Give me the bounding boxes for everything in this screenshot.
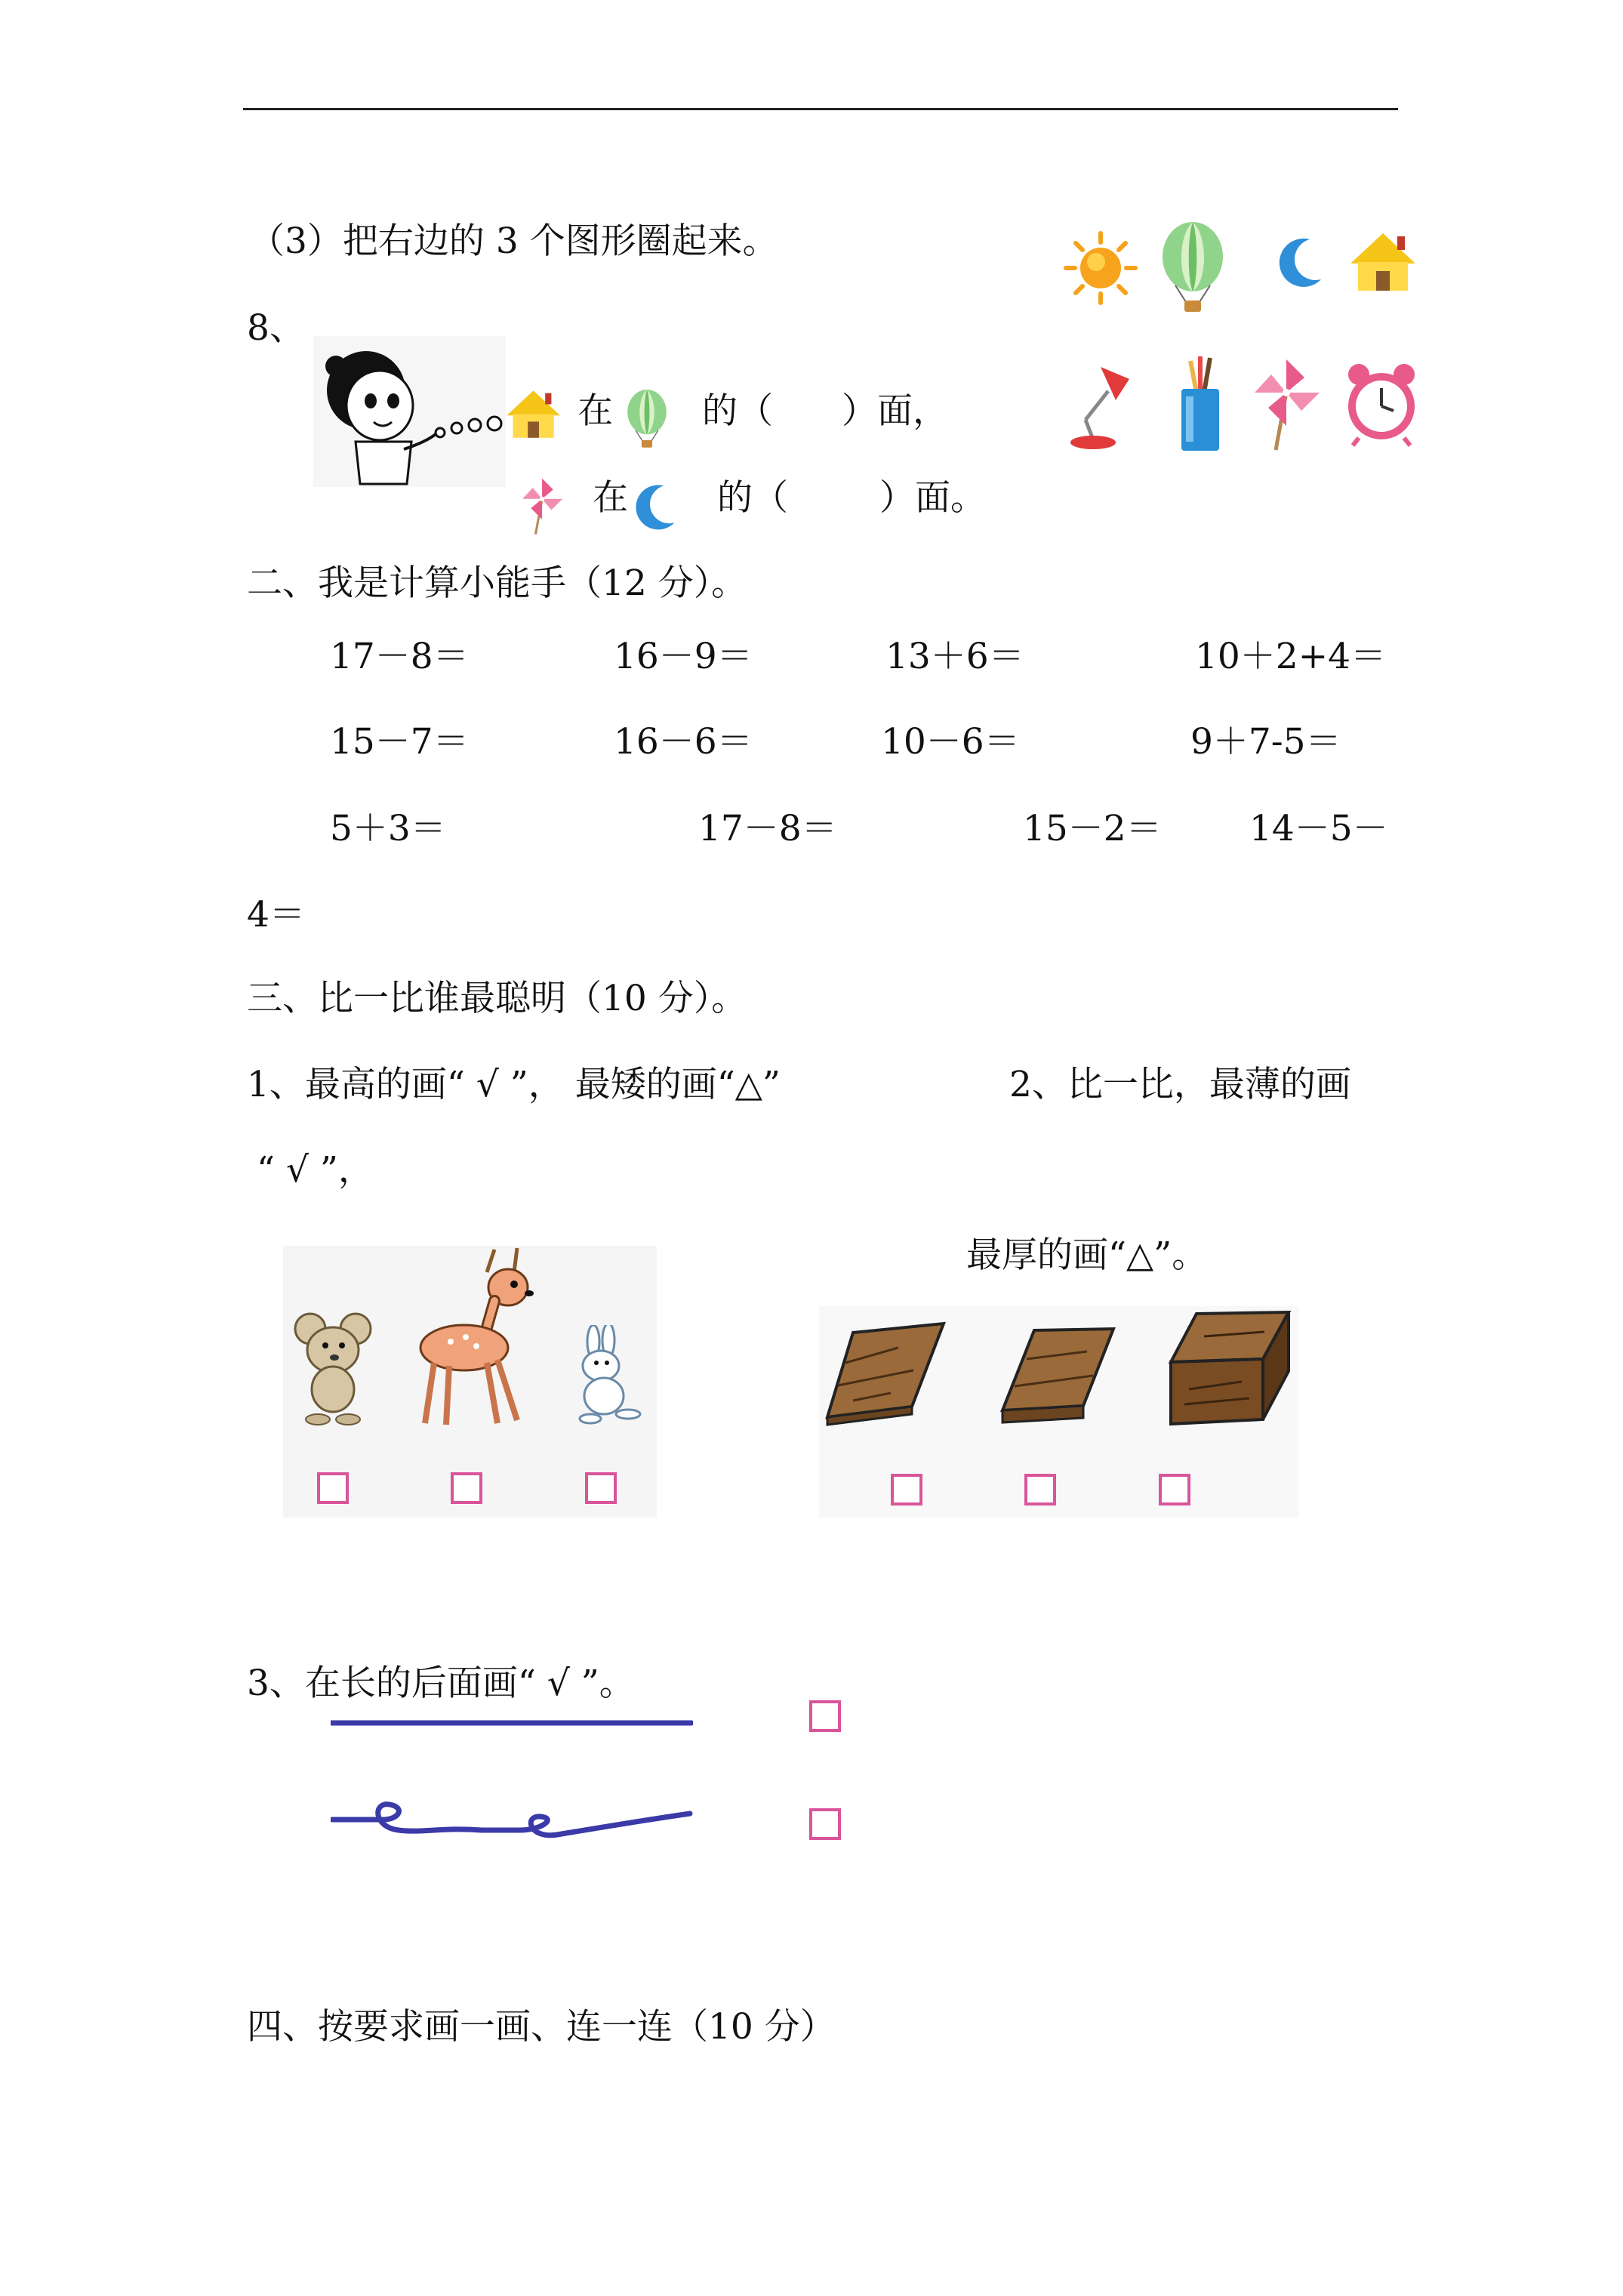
thick-block-icon bbox=[1166, 1306, 1295, 1431]
section3-q2c: 最厚的画“△”。 bbox=[966, 1234, 1208, 1276]
section4-title: 四、按要求画一画、连一连（10 分） bbox=[247, 2006, 836, 2048]
desk-lamp-icon bbox=[1063, 361, 1135, 451]
curly-line bbox=[331, 1797, 693, 1850]
calc-r2-c4: 9＋7-5＝ bbox=[1190, 721, 1341, 763]
straight-line bbox=[331, 1715, 693, 1730]
longer-checkbox-curly[interactable] bbox=[809, 1808, 841, 1840]
medium-block-icon bbox=[996, 1321, 1117, 1427]
calc-r1-c3: 13＋6＝ bbox=[885, 636, 1024, 677]
thinnest-checkbox-1[interactable] bbox=[891, 1474, 922, 1505]
calc-r1-c1: 17－8＝ bbox=[330, 636, 469, 677]
thin-block-icon bbox=[823, 1318, 947, 1427]
calc-r3-c1: 5＋3＝ bbox=[330, 808, 446, 849]
longer-checkbox-straight[interactable] bbox=[809, 1700, 841, 1732]
tallest-checkbox-rabbit[interactable] bbox=[585, 1472, 617, 1504]
calc-r3-c2: 17－8＝ bbox=[698, 808, 837, 849]
q8-number: 8、 bbox=[247, 307, 305, 349]
calc-r3-c3: 15－2＝ bbox=[1023, 808, 1162, 849]
calc-wrap: 4＝ bbox=[247, 894, 305, 935]
section3-title: 三、比一比谁最聪明（10 分）。 bbox=[247, 978, 747, 1019]
rabbit-icon bbox=[565, 1325, 648, 1427]
thinnest-checkbox-2[interactable] bbox=[1024, 1474, 1056, 1505]
crescent-moon-icon bbox=[633, 482, 678, 532]
q8-line2-de: 的（ bbox=[717, 477, 788, 519]
pencil-cup-icon bbox=[1174, 355, 1227, 453]
calc-r2-c2: 16－6＝ bbox=[614, 721, 753, 763]
section3-q1: 1、最高的画“ √ ”， 最矮的画“△” bbox=[247, 1064, 781, 1105]
q8-line1-zai: 在 bbox=[577, 390, 613, 432]
mouse-icon bbox=[291, 1306, 381, 1427]
thinnest-checkbox-3[interactable] bbox=[1159, 1474, 1190, 1505]
section3-q2b: “ √ ”， bbox=[257, 1149, 374, 1191]
sun-icon bbox=[1063, 230, 1138, 306]
pinwheel-icon bbox=[1252, 355, 1323, 453]
calc-r1-c2: 16－9＝ bbox=[614, 636, 753, 677]
q8-line2-zai: 在 bbox=[593, 477, 628, 519]
deer-icon bbox=[404, 1242, 544, 1431]
q8-line1-close: ）面， bbox=[842, 390, 948, 432]
calc-r1-c4: 10＋2+4＝ bbox=[1195, 636, 1386, 677]
section3-q2a: 2、比一比，最薄的画 bbox=[1009, 1064, 1351, 1105]
pinwheel-icon bbox=[519, 476, 566, 536]
section3-q3: 3、在长的后面画“ √ ”。 bbox=[247, 1663, 635, 1704]
q8-line1-de: 的（ bbox=[702, 390, 773, 432]
calc-r2-c1: 15－7＝ bbox=[330, 721, 469, 763]
tallest-checkbox-mouse[interactable] bbox=[317, 1472, 349, 1504]
crescent-moon-icon bbox=[1276, 236, 1325, 288]
house-icon bbox=[504, 388, 563, 441]
calc-r2-c3: 10－6＝ bbox=[881, 721, 1020, 763]
section2-title: 二、我是计算小能手（12 分）。 bbox=[247, 562, 747, 604]
tallest-checkbox-deer[interactable] bbox=[451, 1472, 482, 1504]
hot-air-balloon-icon bbox=[1159, 220, 1227, 315]
q8-line2-close: ）面。 bbox=[879, 477, 986, 519]
calc-r3-c4: 14－5－ bbox=[1249, 808, 1388, 849]
hot-air-balloon-icon bbox=[625, 388, 669, 450]
girl-thinking-icon bbox=[313, 336, 506, 487]
header-rule bbox=[243, 108, 1398, 110]
house-icon bbox=[1347, 230, 1419, 294]
alarm-clock-icon bbox=[1342, 361, 1421, 448]
q7-3-text: （3）把右边的 3 个图形圈起来。 bbox=[249, 220, 778, 262]
